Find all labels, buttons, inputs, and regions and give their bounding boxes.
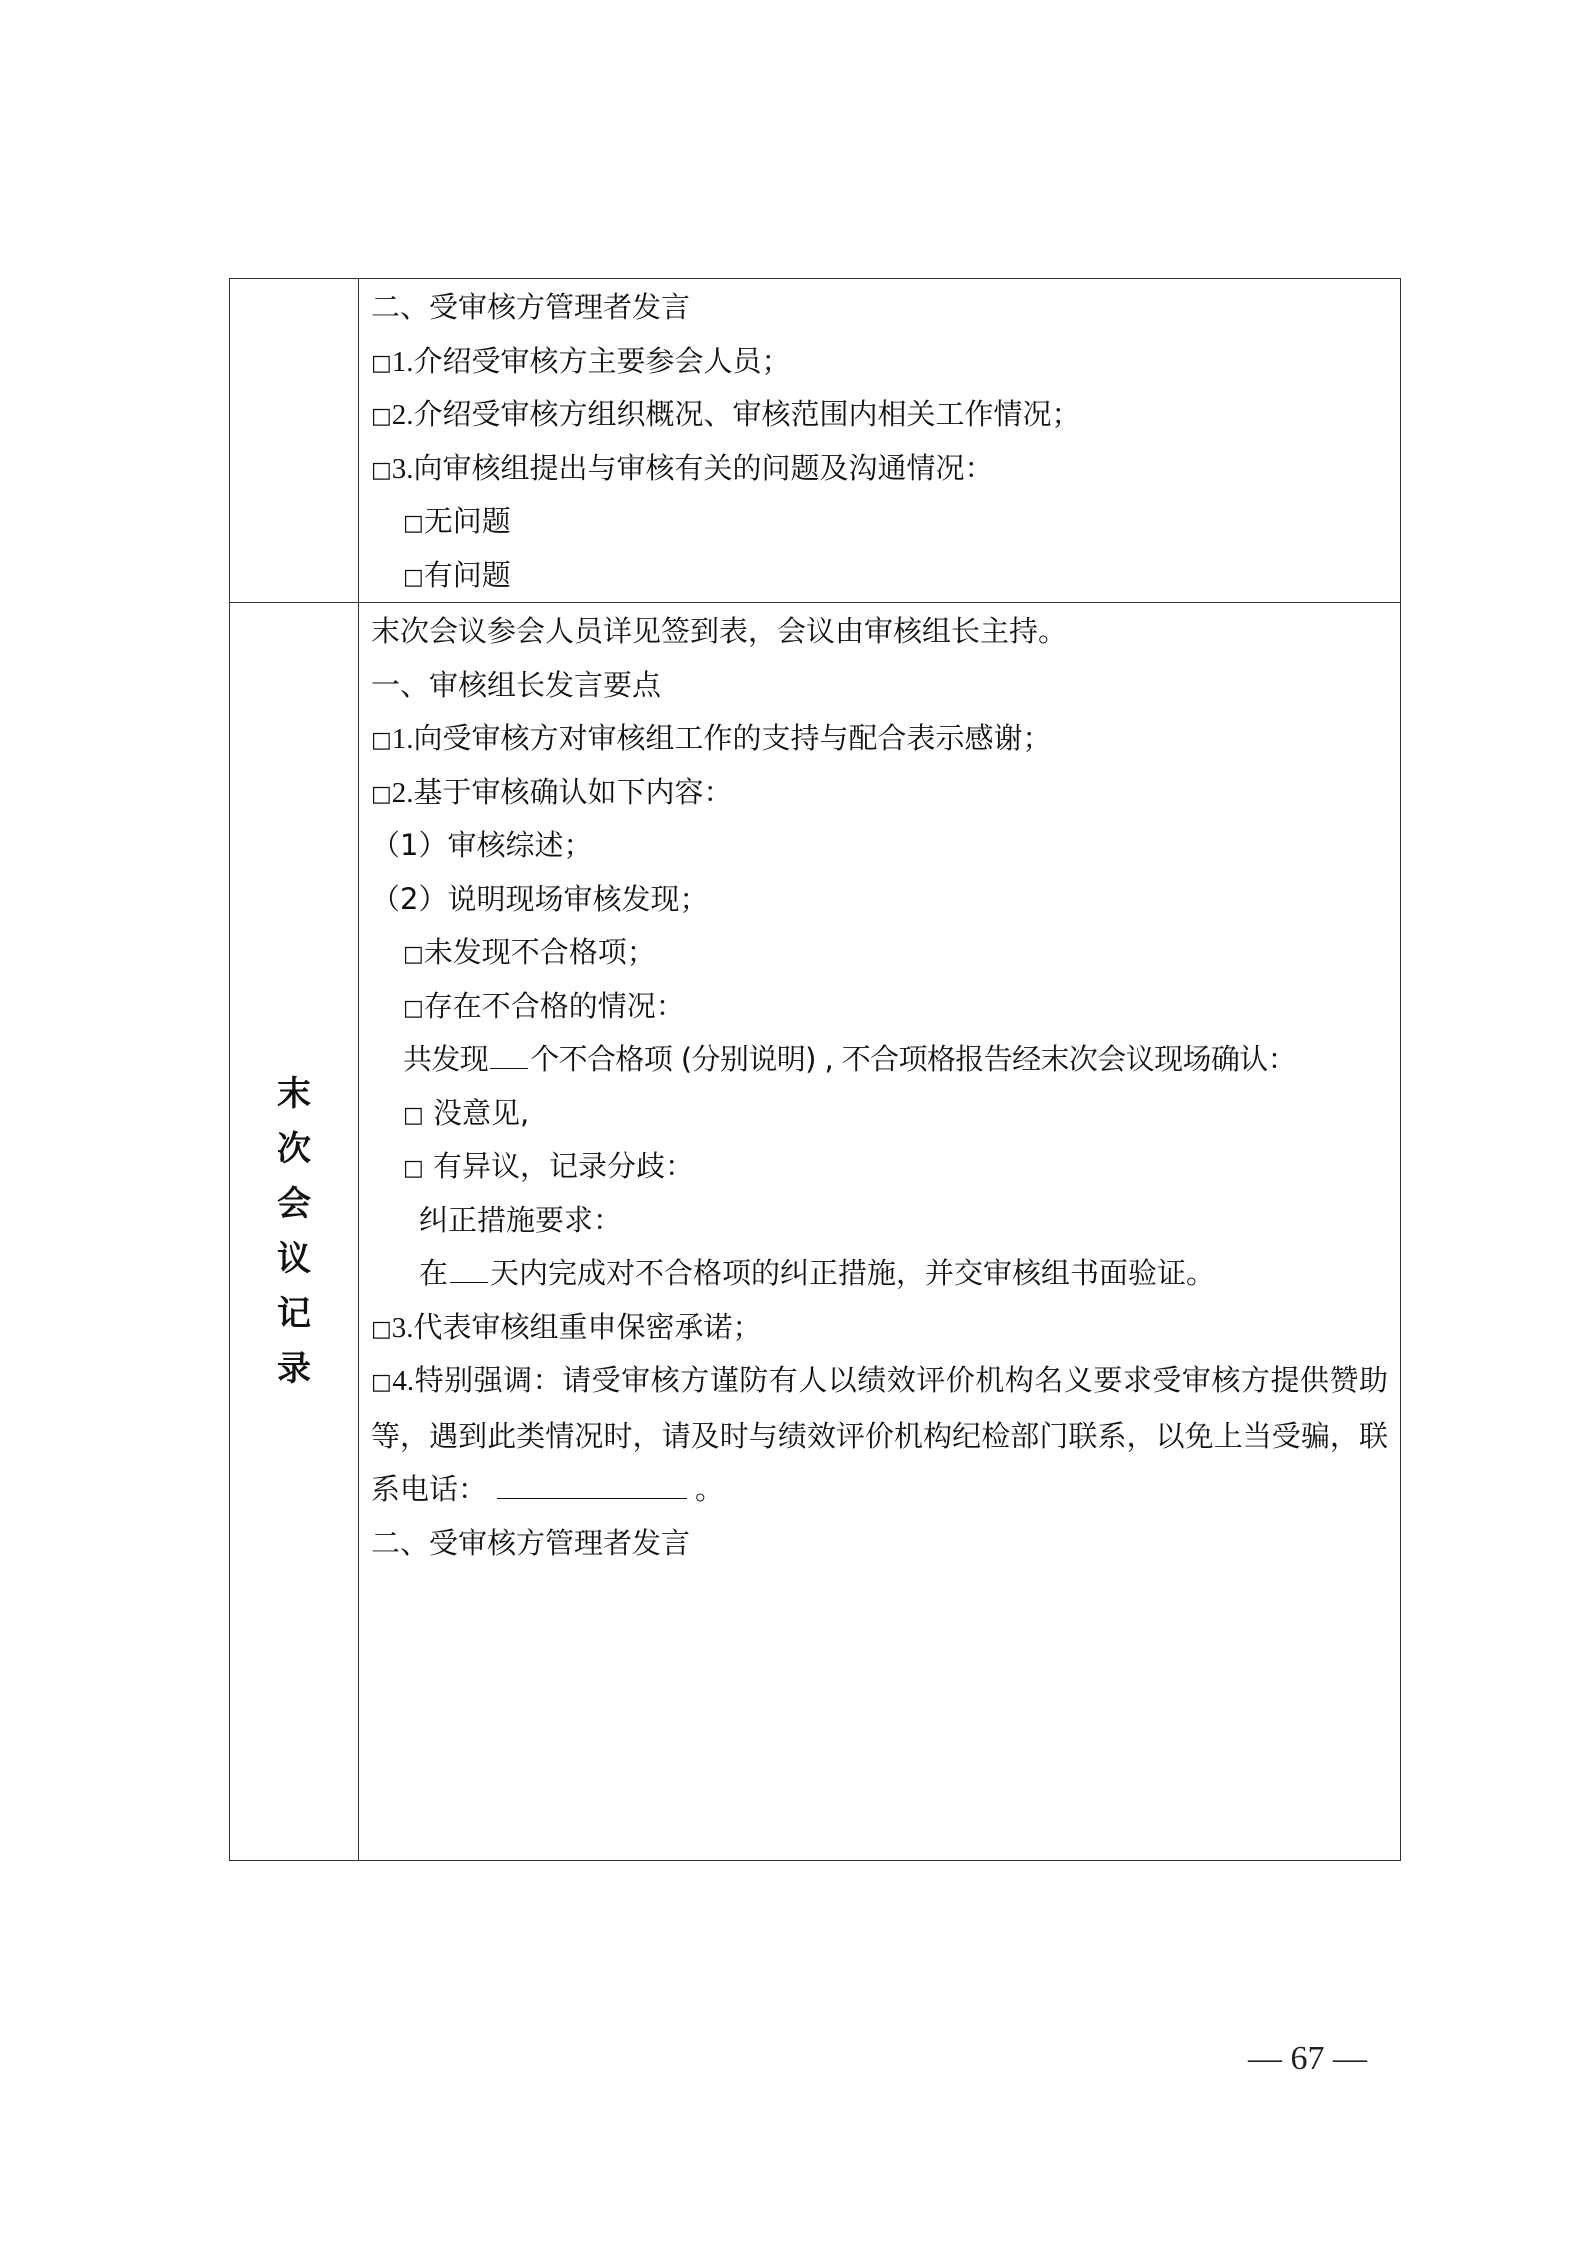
top-heading: 二、受审核方管理者发言 <box>371 290 691 324</box>
checkbox-icon[interactable]: □ <box>403 995 424 1021</box>
nonconformity-count-line: 共发现 个不合格项 (分别说明) , 不合项格报告经末次会议现场确认： <box>371 1033 1388 1087</box>
option-agree: □ 没意见, <box>403 1095 530 1130</box>
opening-statement-row <box>230 279 1401 603</box>
page-number: — 67 — <box>1248 2040 1367 2077</box>
checkbox-icon[interactable]: □ <box>371 404 392 429</box>
top-item-1: □1.介绍受审核方主要参会人员； <box>371 343 791 378</box>
closing-meeting-label-cell <box>230 603 359 1861</box>
section1-heading: 一、审核组长发言要点 <box>371 667 662 702</box>
closing-item-3: □3.代表审核组重申保密承诺； <box>371 1309 762 1344</box>
corrective-label: 纠正措施要求： <box>419 1202 623 1237</box>
checkbox-icon[interactable]: □ <box>371 350 392 376</box>
option-has-issue: □有问题 <box>403 557 511 592</box>
top-item-3: □3.向审核组提出与审核有关的问题及沟通情况： <box>371 450 994 485</box>
meeting-record-table <box>229 278 1401 1861</box>
closing-content-cell <box>359 603 1401 1861</box>
checkbox-icon[interactable]: □ <box>403 1102 424 1128</box>
closing-intro: 末次会议参会人员详见签到表，会议由审核组长主持。 <box>371 614 1068 648</box>
top-item-2: □2.介绍受审核方组织概况、审核范围内相关工作情况； <box>371 397 1081 431</box>
section2-heading: 二、受审核方管理者发言 <box>371 1525 691 1560</box>
empty-label-cell <box>230 279 359 603</box>
checkbox-icon[interactable]: □ <box>403 511 424 536</box>
checkbox-icon[interactable]: □ <box>371 1316 392 1342</box>
checkbox-icon[interactable]: □ <box>403 1156 424 1181</box>
corrective-line: 在 天内完成对不合格项的纠正措施，并交审核组书面验证。 <box>371 1247 1388 1301</box>
checkbox-icon[interactable]: □ <box>403 564 424 590</box>
closing-item-4: □4.特别强调：请受审核方谨防有人以绩效评价机构名义要求受审核方提供赞助等，遇到此类情况时，请及时与绩效评价机构纪检部门联系，以免上当受骗，联系电话： 。 <box>371 1363 1388 1506</box>
checkbox-icon[interactable]: □ <box>403 942 424 967</box>
checkbox-icon[interactable]: □ <box>371 457 392 483</box>
count-blank[interactable] <box>490 1036 528 1069</box>
phone-blank[interactable] <box>497 1466 687 1499</box>
sub-item-1: （1）审核综述； <box>371 828 593 862</box>
option-no-nonconformity: □未发现不合格项； <box>403 935 656 969</box>
top-content-cell <box>359 279 1401 603</box>
closing-item-1: □1.向受审核方对审核组工作的支持与配合表示感谢； <box>371 721 1052 755</box>
checkbox-icon[interactable]: □ <box>371 1370 393 1395</box>
days-blank[interactable] <box>450 1250 488 1283</box>
checkbox-icon[interactable]: □ <box>371 781 392 807</box>
option-no-issue: □无问题 <box>403 504 511 538</box>
sub-item-2: （2）说明现场审核发现； <box>371 881 709 916</box>
closing-meeting-label: 末 次 会 议 记 录 <box>277 1073 311 1389</box>
closing-meeting-row <box>230 603 1401 1861</box>
closing-item-2: □2.基于审核确认如下内容： <box>371 774 733 809</box>
option-disagree: □ 有异议，记录分歧： <box>403 1149 695 1183</box>
checkbox-icon[interactable]: □ <box>371 728 392 753</box>
option-has-nonconformity: □存在不合格的情况： <box>403 988 685 1023</box>
